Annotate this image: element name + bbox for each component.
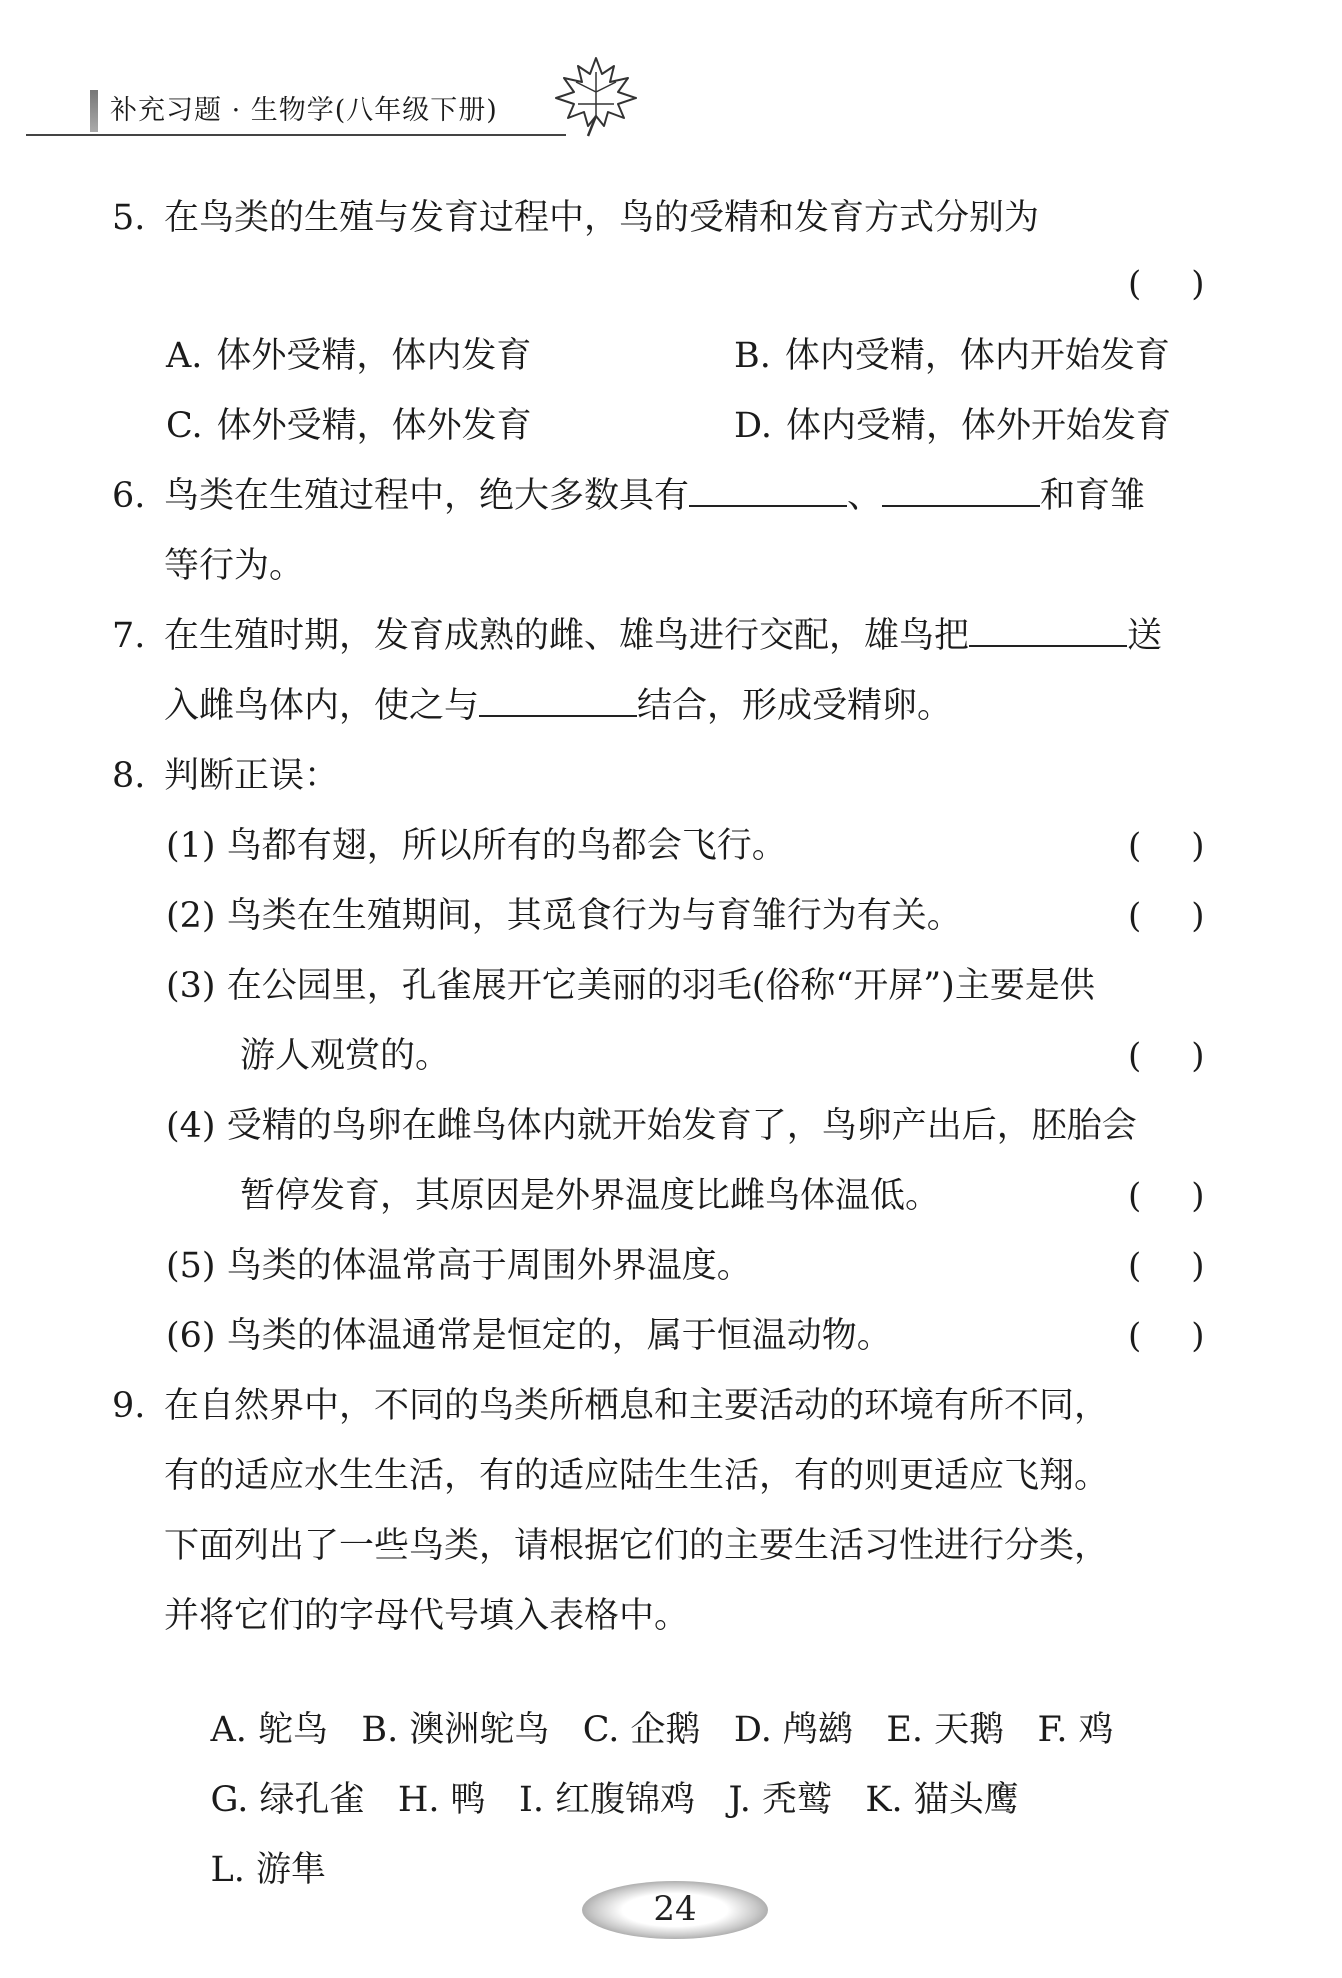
option-text: 体内受精，体内开始发育 (784, 336, 1170, 376)
question-number: 6. (112, 476, 146, 516)
option-a[interactable] (166, 334, 531, 378)
question-9: 9. 在自然界中，不同的鸟类所栖息和主要活动的环境有所不同， (112, 1386, 1110, 1426)
page-number-badge (582, 1881, 768, 1939)
answer-parentheses[interactable]: ( ) (1128, 1176, 1205, 1216)
header-title: 补充习题 · 生物学(八年级下册) (110, 95, 498, 126)
judgment-item-1: (1) 鸟都有翅，所以所有的鸟都会飞行。 (166, 826, 787, 866)
answer-parentheses[interactable]: ( ) (1128, 896, 1205, 936)
question-5 (112, 196, 1039, 240)
option-letter: D. (734, 406, 772, 446)
answer-parentheses[interactable]: ( ) (1128, 264, 1205, 304)
question-text: 在鸟类的生殖与发育过程中，鸟的受精和发育方式分别为 (164, 198, 1040, 238)
answer-parentheses[interactable]: ( ) (1128, 1036, 1205, 1076)
fill-blank[interactable] (882, 475, 1040, 507)
question-8 (112, 754, 339, 798)
option-letter: C. (166, 406, 203, 446)
bird-list-row-3: L. 游隼 (210, 1850, 327, 1890)
question-title: 判断正误： (164, 756, 340, 796)
question-number: 9. (112, 1386, 146, 1426)
option-d[interactable] (734, 404, 1171, 448)
answer-parentheses[interactable]: ( ) (1128, 1246, 1205, 1286)
question-7: 7. 在生殖时期，发育成熟的雌、雄鸟进行交配，雄鸟把 送 (112, 616, 1163, 656)
fill-blank[interactable] (969, 615, 1127, 647)
question-7-continued: 入雌鸟体内，使之与 结合，形成受精卵。 (164, 686, 953, 726)
option-letter: B. (734, 336, 771, 376)
judgment-item-4: (4) 受精的鸟卵在雌鸟体内就开始发育了，鸟卵产出后，胚胎会 (166, 1106, 1137, 1146)
question-number: 5. (112, 198, 146, 238)
option-text: 体内受精，体外开始发育 (785, 406, 1171, 446)
question-text: 在生殖时期，发育成熟的雌、雄鸟进行交配，雄鸟把 (164, 616, 970, 656)
judgment-item-6: (6) 鸟类的体温通常是恒定的，属于恒温动物。 (166, 1316, 892, 1356)
question-9-line-2: 有的适应水生生活，有的适应陆生生活，有的则更适应飞翔。 (164, 1456, 1110, 1496)
question-9-line-4: 并将它们的字母代号填入表格中。 (164, 1596, 690, 1636)
question-text: 鸟类在生殖过程中，绝大多数具有 (164, 476, 690, 516)
question-6-continued: 等行为。 (164, 546, 305, 586)
fill-blank[interactable] (689, 475, 847, 507)
question-6: 6. 鸟类在生殖过程中，绝大多数具有 、 和育雏 (112, 476, 1146, 516)
bird-list-row-1: A. 鸵鸟 B. 澳洲鸵鸟 C. 企鹅 D. 鸬鹚 E. 天鹅 F. 鸡 (210, 1710, 1114, 1750)
judgment-item-4-continued: 暂停发育，其原因是外界温度比雌鸟体温低。 (240, 1176, 941, 1216)
judgment-item-3: (3) 在公园里，孔雀展开它美丽的羽毛(俗称“开屏”)主要是供 (166, 966, 1095, 1006)
judgment-item-3-continued: 游人观赏的。 (240, 1036, 451, 1076)
option-b[interactable] (734, 334, 1170, 378)
question-number: 8. (112, 756, 146, 796)
question-number: 7. (112, 616, 146, 656)
bird-list-row-2: G. 绿孔雀 H. 鸭 I. 红腹锦鸡 J. 秃鹫 K. 猫头鹰 (210, 1780, 1019, 1820)
judgment-item-5: (5) 鸟类的体温常高于周围外界温度。 (166, 1246, 752, 1286)
page-number: 24 (653, 1889, 697, 1929)
answer-parentheses[interactable]: ( ) (1128, 1316, 1205, 1356)
option-letter: A. (166, 336, 203, 376)
answer-parentheses[interactable]: ( ) (1128, 826, 1205, 866)
judgment-item-2: (2) 鸟类在生殖期间，其觅食行为与育雏行为有关。 (166, 896, 962, 936)
fill-blank[interactable] (479, 685, 637, 717)
option-text: 体外受精，体外发育 (216, 406, 532, 446)
question-9-line-3: 下面列出了一些鸟类，请根据它们的主要生活习性进行分类， (164, 1526, 1110, 1566)
option-c[interactable] (166, 404, 532, 448)
option-text: 体外受精，体内发育 (216, 336, 532, 376)
